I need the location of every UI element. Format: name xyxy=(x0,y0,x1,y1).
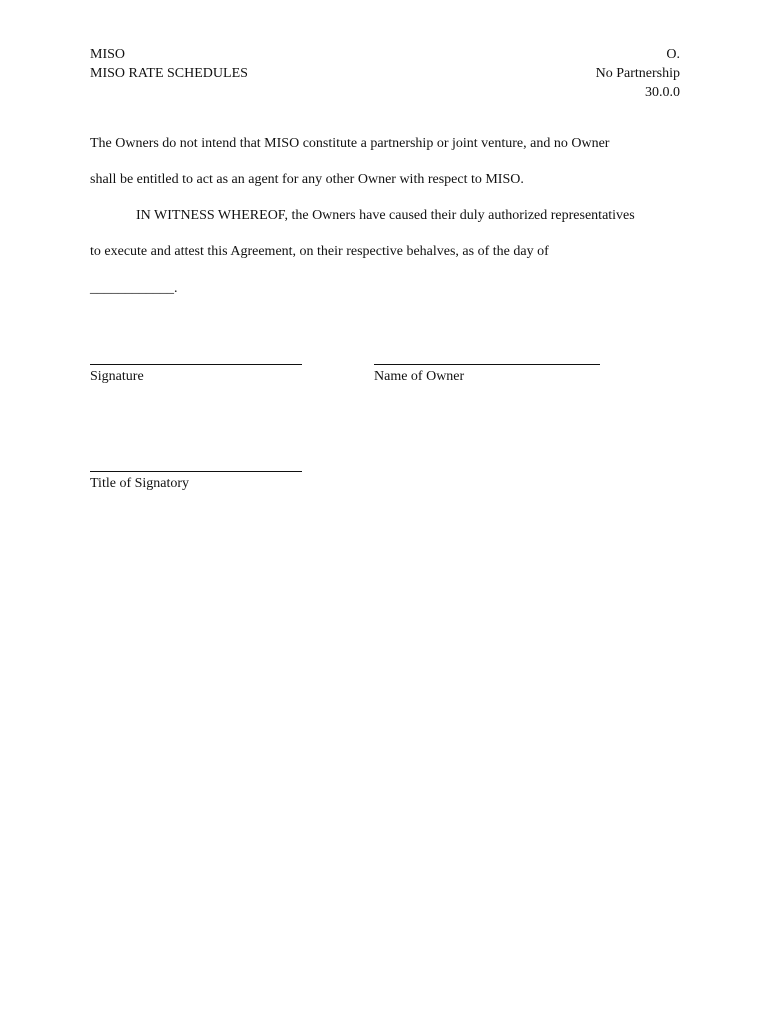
header-org: MISO xyxy=(90,47,126,62)
header-section-title: No Partnership xyxy=(595,66,680,81)
signature-label: Signature xyxy=(90,369,144,384)
date-blank: ____________. xyxy=(90,281,178,296)
owner-name-line xyxy=(374,364,600,365)
paragraph-2-line-1: IN WITNESS WHEREOF, the Owners have caused their duly authorized representatives xyxy=(136,208,635,223)
paragraph-1-line-1: The Owners do not intend that MISO constitute a partnership or joint venture, and no Owner xyxy=(90,136,610,151)
paragraph-1-line-2: shall be entitled to act as an agent for any other Owner with respect to MISO. xyxy=(90,172,524,187)
header-right xyxy=(596,45,680,102)
title-of-signatory-label: Title of Signatory xyxy=(90,476,190,491)
header-left xyxy=(90,45,248,83)
paragraph-2-line-2: to execute and attest this Agreement, on their respective behalves, as of the day of xyxy=(90,244,549,259)
title-line xyxy=(90,471,302,472)
signature-line xyxy=(90,364,302,365)
header-schedule-name: MISO RATE SCHEDULES xyxy=(90,66,248,81)
header-version: 30.0.0 xyxy=(645,85,680,100)
owner-name-label: Name of Owner xyxy=(374,369,465,384)
header-section-number: O. xyxy=(666,47,680,62)
